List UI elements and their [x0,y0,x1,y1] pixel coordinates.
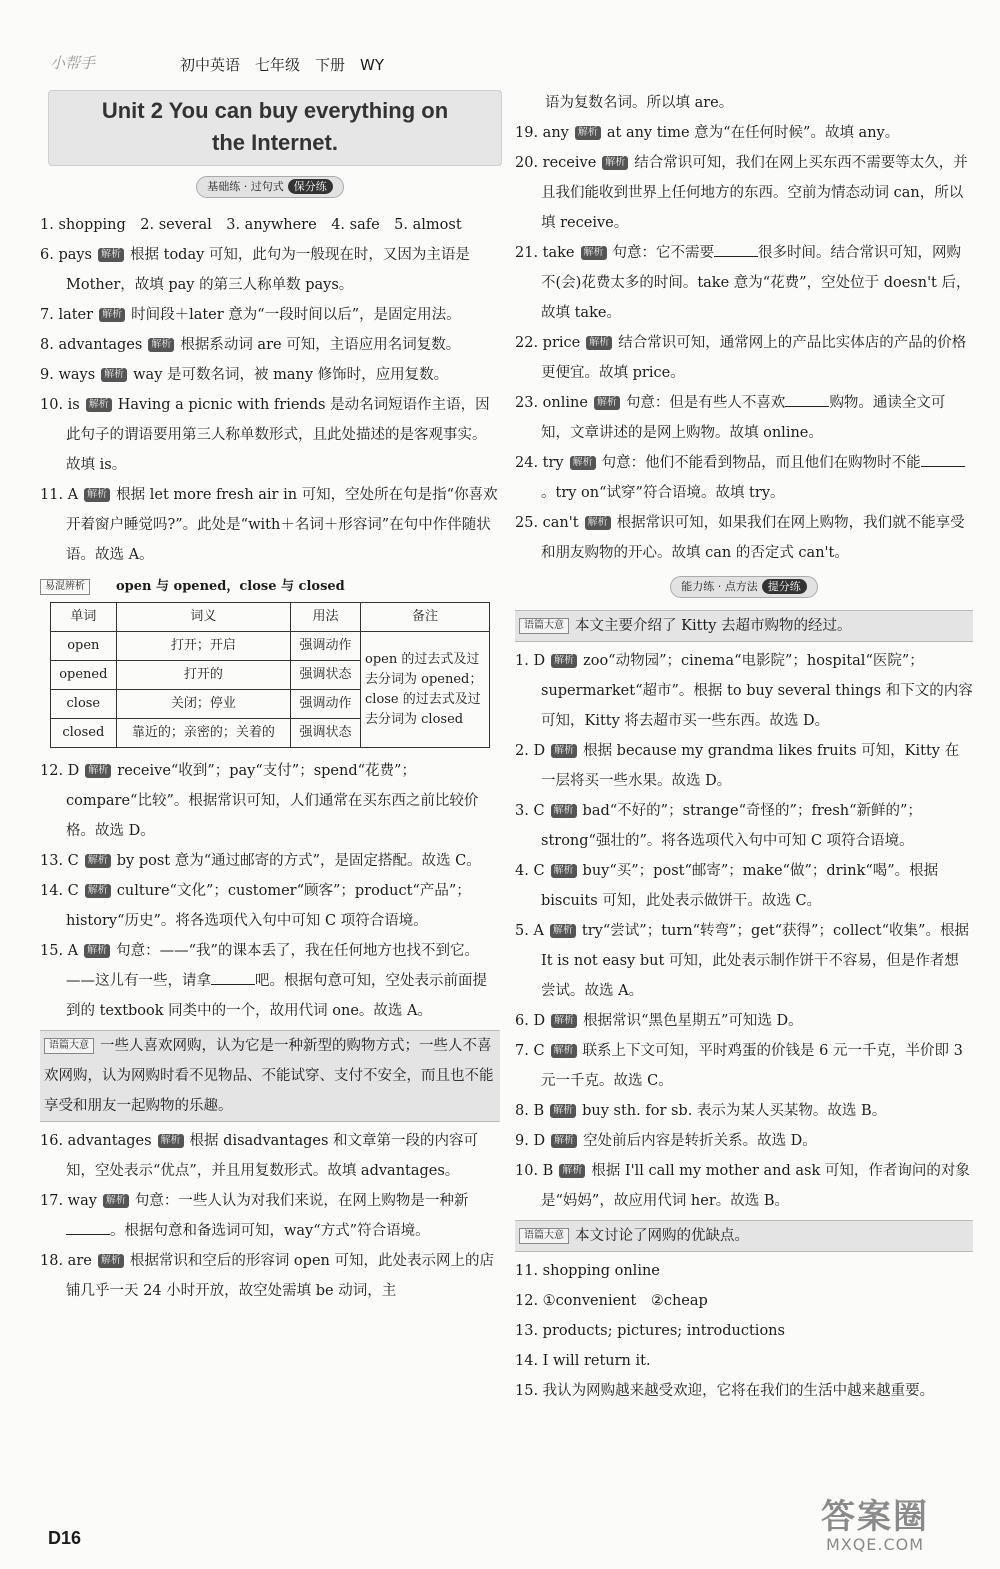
fill-blank [785,392,829,407]
analysis-badge: 解析 [158,1134,184,1148]
book-meta: 初中英语 七年级 下册 WY [180,56,384,74]
analysis-badge: 解析 [551,864,577,878]
analysis-badge: 解析 [99,308,125,322]
answer-item: 10. is 解析 Having a picnic with friends 是动名词短语作主语，因此句子的谓语要用第三人称单数形式，且此处描述的是客观事实。故填 is。 [40,397,490,473]
analysis-badge: 解析 [594,396,620,410]
answer-item: 7. later 解析 时间段＋later 意为“一段时间以后”，是固定用法。 [40,307,461,323]
analysis-badge: 解析 [84,944,110,958]
table-header: 备注 [361,603,490,632]
answer-item: 14. I will return it. [515,1353,651,1369]
answer-item: 15. A 解析 句意：——“我”的课本丢了，我在任何地方也找不到它。——这儿有一些，请拿 吧。根据句意可知，空处表示前面提到的 textbook 同类中的一个，故用代词 one。故选 A。 [40,943,487,1019]
answer-item: 3. C 解析 bad“不好的”；strange“奇怪的”；fresh“新鲜的”；strong“强壮的”。将各选项代入句中可知 C 项符合语境。 [515,803,922,849]
right-column [515,88,973,1406]
answer-item: 17. way 解析 句意：一些人认为对我们来说，在网上购物是一种新。根据句意和备选词可知，way“方式”符合语境。 [40,1193,469,1239]
analysis-badge: 解析 [84,488,110,502]
unit-title-line2: the Internet. [212,130,338,155]
answer-item: 6. D 解析 根据常识“黑色星期五”可知选 D。 [515,1013,803,1029]
analysis-badge: 解析 [581,246,607,260]
answer-continuation: 语为复数名词。所以填 are。 [545,95,734,111]
passage-summary-banner [40,1030,500,1122]
analysis-badge: 解析 [551,654,577,668]
answer-item: 16. advantages 解析 根据 disadvantages 和文章第一段的内容可知，空处表示“优点”，并且用复数形式。故填 advantages。 [40,1133,479,1179]
analysis-badge: 解析 [550,1104,576,1118]
page-number: D16 [48,1528,82,1548]
table-cell: 强调动作 [291,632,361,661]
summary-tag: 语篇大意 [44,1038,94,1054]
answer-item: 9. ways 解析 way 是可数名词，被 many 修饰时，应用复数。 [40,367,449,383]
vocab-table [50,602,490,748]
answer-item: 5. A 解析 try“尝试”；turn“转弯”；get“获得”；collect“收集”。根据 It is not easy but 可知，此处表示制作饼干不容易，但是作者想尝试。故选 A。 [515,923,969,999]
table-header: 单词 [51,603,117,632]
analysis-badge: 解析 [586,336,612,350]
answer-item: 21. take 解析 句意：它不需要 很多时间。结合常识可知，网购不(会)花费太多的时间。take 意为“花费”，空处位于 doesn't 后，故填 take。 [515,238,973,328]
answer-item: 12. D 解析 receive“收到”；pay“支付”；spend“花费”；compare“比较”。根据常识可知，人们通常在买东西之前比较价格。故选 D。 [40,763,479,839]
section-badge: 提分练 [762,579,807,594]
answer-item: 18. are 解析 根据常识和空后的形容词 open 可知，此处表示网上的店铺几乎一天 24 小时开放，故空处需填 be 动词，主 [40,1253,494,1299]
analysis-badge: 解析 [551,1044,577,1058]
passage-summary-banner [515,1220,973,1252]
answer-item: 13. products; pictures; introductions [515,1323,785,1339]
table-cell: 关闭；停业 [116,690,290,719]
table-cell: closed [51,719,117,748]
answer-item: 8. advantages 解析 根据系动词 are 可知，主语应用名词复数。 [40,337,461,353]
watermark-url: MXQE.COM [825,1535,925,1554]
analysis-badge: 解析 [103,1194,129,1208]
answer-item: 10. B 解析 根据 I'll call my mother and ask 可知，作者询问的对象是“妈妈”，故应用代词 her。故选 B。 [515,1163,970,1209]
watermark-logo [780,1499,970,1559]
analysis-badge: 解析 [551,744,577,758]
section-label: 能力练 · 点方法 [681,580,758,593]
answer-item: 15. 我认为网购越来越受欢迎，它将在我们的生活中越来越重要。 [515,1383,935,1399]
analysis-badge: 解析 [85,854,111,868]
analysis-badge: 解析 [550,924,576,938]
answer-item: 22. price 解析 结合常识可知，通常网上的产品比实体店的产品的价格更便宜。故填 price。 [515,335,967,381]
table-cell: opened [51,661,117,690]
answer-item: 1. D 解析 zoo“动物园”；cinema“电影院”；hospital“医院”；supermarket“超市”。根据 to buy several things 和下文的内容可知，Kitty 将去超市买一些东西。故选 D。 [515,653,973,729]
analysis-badge: 解析 [86,398,112,412]
fill-blank [66,1220,110,1235]
analysis-badge: 解析 [85,764,111,778]
analysis-badge: 解析 [85,884,111,898]
answer-item: 24. try 解析 句意：他们不能看到物品，而且他们在购物时不能。try on“试穿”符合语境。故填 try。 [515,448,973,508]
page-header [40,50,510,80]
answer-item: 23. online 解析 句意：但是有些人不喜欢 购物。通读全文可知，文章讲述的是网上购物。故填 online。 [515,388,973,448]
answer-item: 6. pays 解析 根据 today 可知，此句为一般现在时，又因为主语是 Mother，故填 pay 的第三人称单数 pays。 [40,247,470,293]
table-cell: 强调动作 [291,690,361,719]
analysis-badge: 解析 [570,456,596,470]
analysis-badge: 解析 [602,156,628,170]
answer-item: 8. B 解析 buy sth. for sb. 表示为某人买某物。故选 B。 [515,1103,887,1119]
analysis-badge: 解析 [98,1254,124,1268]
analysis-badge: 解析 [585,516,611,530]
answer-item: 12. ①convenient ②cheap [515,1293,708,1309]
section-label: 基础练 · 过句式 [207,180,284,193]
table-note-cell: open 的过去式及过去分词为 opened；close 的过去式及过去分词为 closed [361,632,490,748]
watermark-text: 答案圈 [821,1497,929,1537]
analysis-badge: 解析 [148,338,174,352]
summary-text: 本文主要介绍了 Kitty 去超市购物的经过。 [575,618,852,634]
analysis-badge: 解析 [559,1164,585,1178]
answer-item: 9. D 解析 空处前后内容是转折关系。故选 D。 [515,1133,817,1149]
table-cell: 强调状态 [291,661,361,690]
fill-blank [714,242,758,257]
answer-item: 13. C 解析 by post 意为“通过邮寄的方式”，是固定搭配。故选 C。 [40,853,481,869]
summary-text: 一些人喜欢网购，认为它是一种新型的购物方式；一些人不喜欢网购，认为网购时看不见物品、不能试穿、支付不安全，而且也不能享受和朋友一起购物的乐趣。 [44,1038,494,1114]
analysis-badge: 解析 [551,1134,577,1148]
tip-title: open 与 opened，close 与 closed [116,579,345,594]
summary-tag: 语篇大意 [519,618,569,634]
summary-tag: 语篇大意 [519,1228,569,1244]
fill-blank [921,452,965,467]
section-tag-ability [515,574,973,600]
answer-item: 20. receive 解析 结合常识可知，我们在网上买东西不需要等太久，并且我们能收到世界上任何地方的东西。空前为情态动词 can，所以填 receive。 [515,155,968,231]
tip-header [40,574,500,600]
answer-item: 14. C 解析 culture“文化”；customer“顾客”；product“产品”；history“历史”。将各选项代入句中可知 C 项符合语境。 [40,883,471,929]
table-cell: 打开；开启 [116,632,290,661]
table-header: 用法 [291,603,361,632]
answer-item: 25. can't 解析 根据常识可知，如果我们在网上购物，我们就不能享受和朋友购物的开心。故填 can 的否定式 can't。 [515,515,965,561]
table-cell: open [51,632,117,661]
table-cell: close [51,690,117,719]
table-header-row [51,603,490,632]
table-header: 词义 [116,603,290,632]
analysis-badge: 解析 [551,804,577,818]
table-row [51,632,490,661]
answer-item: 1. shopping 2. several 3. anywhere 4. safe 5. almost [40,217,462,233]
answer-item: 7. C 解析 联系上下文可知，平时鸡蛋的价钱是 6 元一千克，半价即 3 元一千克。故选 C。 [515,1043,963,1089]
analysis-badge: 解析 [98,248,124,262]
analysis-badge: 解析 [575,126,601,140]
passage-summary-banner [515,610,973,642]
brand-logo: 小帮手 [50,54,96,72]
table-cell: 强调状态 [291,719,361,748]
left-column [40,90,500,1306]
answer-item: 4. C 解析 buy“买”；post“邮寄”；make“做”；drink“喝”。根据 biscuits 可知，此处表示做饼干。故选 C。 [515,863,939,909]
analysis-badge: 解析 [101,368,127,382]
analysis-badge: 解析 [551,1014,577,1028]
tip-tag: 易混辨析 [40,579,90,595]
answer-item: 19. any 解析 at any time 意为“在任何时候”。故填 any。 [515,125,900,141]
section-badge: 保分练 [288,179,333,194]
fill-blank [211,970,255,985]
section-tag-basic [40,174,500,200]
table-cell: 靠近的；亲密的；关着的 [116,719,290,748]
unit-title [48,90,502,166]
answer-item: 11. shopping online [515,1263,660,1279]
table-cell: 打开的 [116,661,290,690]
summary-text: 本文讨论了网购的优缺点。 [575,1228,749,1244]
answer-item: 2. D 解析 根据 because my grandma likes fruits 可知，Kitty 在一层将买一些水果。故选 D。 [515,743,960,789]
answer-item: 11. A 解析 根据 let more fresh air in 可知，空处所在句是指“你喜欢开着窗户睡觉吗?”。此处是“with＋名词＋形容词”在句中作伴随状语。故选 A。 [40,487,498,563]
unit-title-line1: Unit 2 You can buy everything on [101,98,449,123]
